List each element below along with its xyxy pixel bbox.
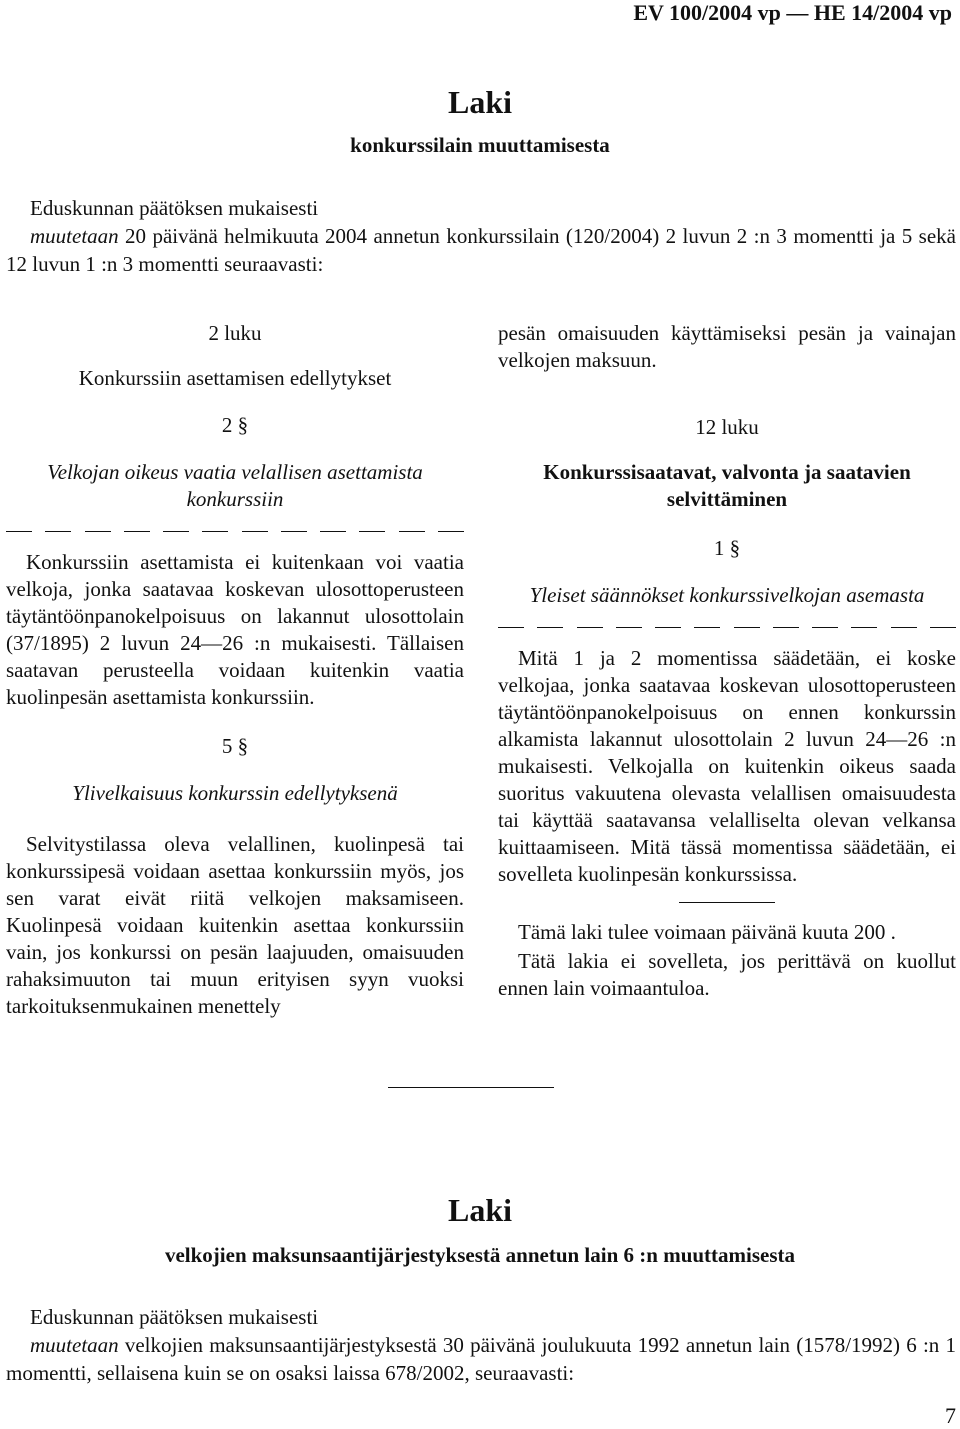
chapter-title: Konkurssisaatavat, valvonta ja saatavien selvittäminen (543, 460, 911, 511)
continuation-text: pesän omaisuuden käyttämiseksi pesän ja vainajan velkojen maksuun. (498, 321, 956, 372)
amendment-body: velkojien maksunsaantijärjestyksestä 30 päivänä joulukuuta 1992 annetun lain (1578/1992) 6 :n 1 momentti, sellaisena kuin se on osaksi laissa 678/2002, seuraavasti: (6, 1333, 956, 1385)
enactment-clause (6, 194, 956, 278)
section-2-number: 2 § (221, 413, 249, 437)
enactment-line: Eduskunnan päätöksen mukaisesti (30, 196, 319, 220)
left-column (6, 318, 464, 1020)
chapter-heading: 12 luku (695, 415, 759, 439)
law-subtitle: velkojien maksunsaantijärjestyksestä annetun lain 6 :n muuttamisesta (164, 1243, 796, 1267)
section-1-number: 1 § (713, 536, 741, 560)
omission-dashes (6, 531, 464, 537)
section-2-body: Konkurssiin asettamista ei kuitenkaan voi vaatia velkoja, jonka saatavaa koskevan ulosottoperusteen täytäntöönpanokelpoisuus on lakannut ulosottolain (37/1895) 2 luvun 24—26 :n mukaisesti. Tällaisen saatavan perusteella voidaan kuitenkin vaatia kuolinpesän asettamista konkurssiin. (6, 550, 464, 709)
chapter-heading: 2 luku (208, 321, 262, 345)
section-sign-icon: § (729, 536, 741, 560)
section-sign-icon: § (237, 413, 249, 437)
section-1-title: Yleiset säännökset konkurssivelkojan asemasta (529, 583, 925, 607)
page-header: EV 100/2004 vp — HE 14/2004 vp (633, 0, 952, 25)
chapter-title: Konkurssiin asettamisen edellytykset (78, 366, 392, 390)
amendment-text (6, 1331, 956, 1387)
entry-into-force: Tämä laki tulee voimaan päivänä kuuta 200 . (518, 920, 896, 944)
page-number: 7 (945, 1403, 956, 1428)
enactment-line: Eduskunnan päätöksen mukaisesti (30, 1305, 319, 1329)
enactment-clause (6, 1303, 956, 1387)
law-title: Laki (447, 1192, 513, 1228)
amendment-verb: muutetaan (30, 1333, 119, 1357)
section-5-body: Selvitystilassa oleva velallinen, kuolinpesä tai konkurssipesä voidaan asettaa konkurssiin myös, jos sen varat eivät riitä velkojen maksamiseen. Kuolinpesä voidaan kuitenkin asettaa konkurssiin vain, jos konkurssi on pesän laajuuden, omaisuuden rahaksimuuton tai muun erityisen syyn vuoksi tarkoituksenmukainen menettely (6, 832, 464, 1018)
right-column (498, 320, 956, 1002)
amendment-body: 20 päivänä helmikuuta 2004 annetun konkurssilain (120/2004) 2 luvun 2 :n 3 momentti ja 5 sekä 12 luvun 1 :n 3 momentti seuraavasti: (6, 224, 956, 276)
section-1-body: Mitä 1 ja 2 momentissa säädetään, ei koske velkojaa, jonka saatavaa koskevan ulosottoperusteen täytäntöönpanokelpoisuus on ennen konkurssin alkamista lakannut ulosottolain 2 luvun 24—26 :n mukaisesti. Velkojalla on kuitenkin oikeus saada suoritus vakuutena olevasta velallisen omaisuudesta tai käyttää saatavansa velalliselta olevan velkansa kuittaamiseen. Mitä tässä momentissa säädetään, ei sovelleta kuolinpesän konkurssissa. (498, 646, 956, 886)
section-sign-icon: § (237, 734, 249, 758)
amendment-verb: muutetaan (30, 224, 119, 248)
law-title: Laki (447, 84, 513, 120)
separator-rule (679, 902, 775, 903)
section-2-title: Velkojan oikeus vaatia velallisen asettamista konkurssiin (47, 460, 423, 511)
omission-dashes (498, 627, 956, 633)
law-subtitle: konkurssilain muuttamisesta (350, 133, 610, 157)
transitional-provision: Tätä lakia ei sovelleta, jos perittävä on kuollut ennen lain voimaantuloa. (498, 949, 956, 1000)
section-5-title: Ylivelkaisuus konkurssin edellytyksenä (72, 781, 398, 805)
section-5-number: 5 § (221, 734, 249, 758)
end-rule (388, 1087, 554, 1088)
amendment-text (6, 222, 956, 278)
